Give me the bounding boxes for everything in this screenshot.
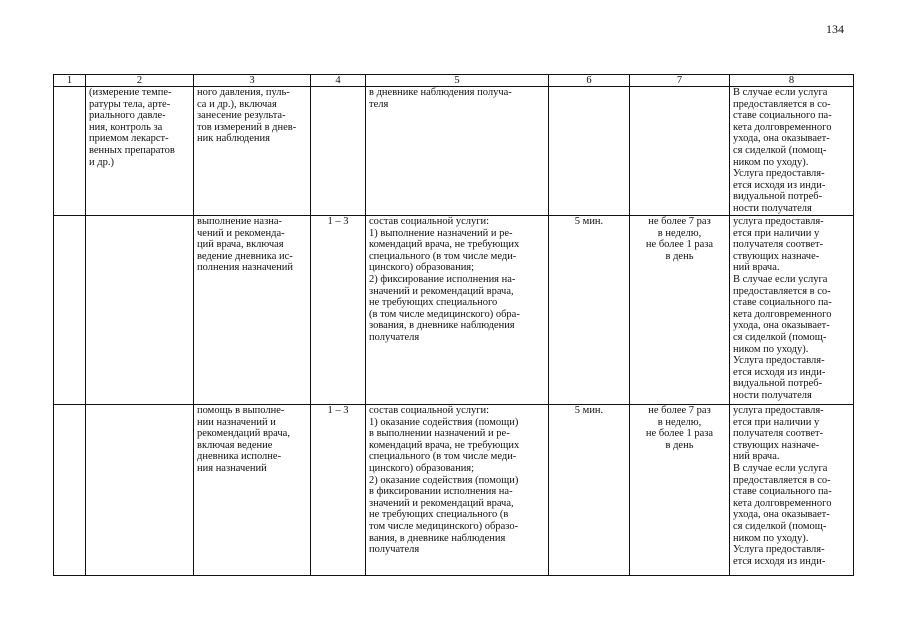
table-row [54, 216, 854, 405]
cell-duration [549, 87, 630, 216]
cell-service-name [86, 216, 194, 405]
column-header: 3 [194, 75, 311, 87]
cell-number [54, 216, 86, 405]
cell-service-detail: выполнение назна- чений и рекоменда- ций врача, включая ведение дневника ис- полнения назначений [194, 216, 311, 405]
cell-service-name: (измерение темпе- ратуры тела, арте- риального давле- ния, контроль за приемом лекарст- венных препаратов и др.) [86, 87, 194, 216]
cell-conditions: услуга предоставля- ется при наличии у получателя соответ- ствующих назначе- ний врача. В случае если услуга предоставляется в со- ставе социального па- кета долговременного ухода, она оказывает- ся сиделкой (помощ- ником по уходу). Услуга предоставля- ется исходя из инди- видуальной потреб- ности получателя [730, 216, 854, 405]
table-header-row [54, 75, 854, 87]
cell-composition: состав социальной услуги: 1) оказание содействия (помощи) в выполнении назначений и ре- комендаций врача, не требующих специального (в том числе меди- цинского) образования; 2) оказание содействия (помощи) в фиксировании исполнения на- значений и рекомендаций врача, не требующих специального (в том числе медицинского) образо- вания, в дневнике наблюдения получателя [366, 405, 549, 576]
services-table [53, 74, 854, 576]
column-header: 6 [549, 75, 630, 87]
page-number: 134 [826, 22, 844, 36]
cell-number [54, 87, 86, 216]
cell-frequency: 1 – 3 [311, 216, 366, 405]
cell-composition: в дневнике наблюдения получа- теля [366, 87, 549, 216]
cell-composition: состав социальной услуги: 1) выполнение назначений и ре- комендаций врача, не требующих специального (в том числе меди- цинского) образования; 2) фиксирование исполнения на- значений и рекомендаций врача, не требующих специального (в том числе медицинского) обра- зования, в дневнике наблюдения получателя [366, 216, 549, 405]
column-header: 5 [366, 75, 549, 87]
cell-frequency: 1 – 3 [311, 405, 366, 576]
table-row [54, 87, 854, 216]
cell-periodicity: не более 7 раз в неделю, не более 1 раза в день [630, 405, 730, 576]
cell-service-detail: ного давления, пуль- са и др.), включая занесение результа- тов измерений в днев- ник наблюдения [194, 87, 311, 216]
cell-conditions: В случае если услуга предоставляется в со- ставе социального па- кета долговременного ухода, она оказывает- ся сиделкой (помощ- ником по уходу). Услуга предоставля- ется исходя из инди- видуальной потреб- ности получателя [730, 87, 854, 216]
cell-frequency [311, 87, 366, 216]
cell-duration: 5 мин. [549, 405, 630, 576]
cell-periodicity [630, 87, 730, 216]
column-header: 1 [54, 75, 86, 87]
cell-number [54, 405, 86, 576]
cell-duration: 5 мин. [549, 216, 630, 405]
table-row [54, 405, 854, 576]
cell-service-name [86, 405, 194, 576]
column-header: 4 [311, 75, 366, 87]
column-header: 2 [86, 75, 194, 87]
cell-periodicity: не более 7 раз в неделю, не более 1 раза в день [630, 216, 730, 405]
column-header: 8 [730, 75, 854, 87]
cell-conditions: услуга предоставля- ется при наличии у получателя соответ- ствующих назначе- ний врача. В случае если услуга предоставляется в со- ставе социального па- кета долговременного ухода, она оказывает- ся сиделкой (помощ- ником по уходу). Услуга предоставля- ется исходя из инди- [730, 405, 854, 576]
column-header: 7 [630, 75, 730, 87]
cell-service-detail: помощь в выполне- нии назначений и рекомендаций врача, включая ведение дневника исполне- ния назначений [194, 405, 311, 576]
